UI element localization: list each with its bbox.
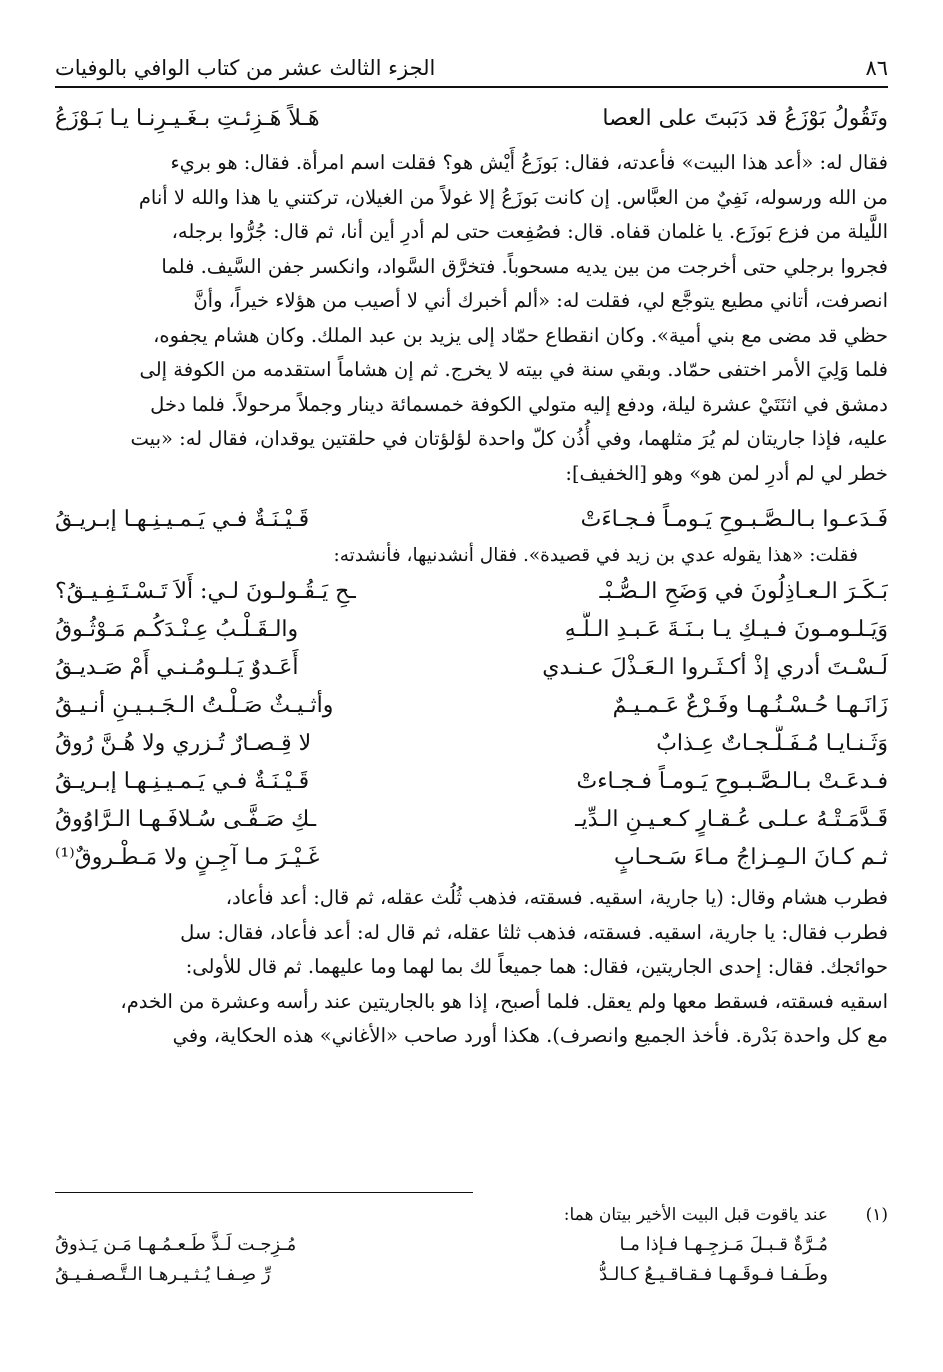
footnote-verse xyxy=(55,1230,828,1260)
poem-verse xyxy=(55,649,888,687)
verse-second-hemistich: ـحِ يَـقُـولـونَ لـي: أَلاَ تَـسْـتَـفِـيـقُ؟ xyxy=(55,579,356,604)
poem-verse xyxy=(55,839,888,877)
verse-first-hemistich: فـدعَـتْ بـالـصَّـبـوحِ يَـومـاً فـجـاءتْ xyxy=(576,769,888,794)
text-line: حظي قد مضى مع بني أمية». وكان انقطاع حمّاد إلى يزيد بن عبد الملك. وكان هشام يجفوه، xyxy=(153,323,888,347)
footnote-verse xyxy=(55,1260,828,1290)
text-line: من الله ورسوله، نَفِيٌ من العبَّاس. إن كانت بَوزَعُ إلا غولاً من الغيلان، تركتني يا هذا والله لا أنام xyxy=(138,185,888,209)
poem-verse xyxy=(55,611,888,649)
text-line: خطر لي لم أدرِ لمن هو» وهو [الخفيف]: xyxy=(565,461,888,485)
page-number: ٨٦ xyxy=(865,56,888,80)
footnote-text: عند ياقوت قبل البيت الأخير بيتان هما: xyxy=(563,1205,828,1225)
verse-second-hemistich: لا قِـصـارٌ تُـزري ولا هُـنَّ رُوقُ xyxy=(55,731,312,756)
quoted-verse xyxy=(55,501,888,539)
verse-first-hemistich: مُـرَّةٌ قـبـلَ مَـزجِـهـا فـإذا مـا xyxy=(619,1234,828,1255)
verse-second-hemistich: قَـيْـنَـةٌ فـي يَـمـيـنِـهـا إبـريـقُ xyxy=(55,769,310,794)
text-line: دمشق في اثنَتَيْ عشرة ليلة، ودفع إليه متولي الكوفة خمسمائة دينار وجملاً مرحولاً. فلما دخل xyxy=(150,392,888,416)
text-line: فجروا برجلي حتى أخرجت من بين يديه مسحوباً. فتخرَّق السَّواد، وانكسر جفن السَّيف. فلما xyxy=(161,254,888,278)
paragraph-narrative-2: فقلت: «هذا يقوله عدي بن زيد في قصيدة». فقال أنشدنيها، فأنشدته: xyxy=(333,545,858,566)
footnote-marker: (١) xyxy=(865,1205,888,1225)
verse-second-hemistich: والـقَـلْـبُ عِـنْـدَكُـم مَـوْثُـوقُ xyxy=(55,617,299,642)
footnote xyxy=(55,1200,888,1290)
text-line: فطرب هشام وقال: (يا جارية، اسقيه. فسقته، فذهب ثُلُث عقله، ثم قال: أعد فأعاد، xyxy=(225,886,888,909)
running-title: الجزء الثالث عشر من كتاب الوافي بالوفيات xyxy=(55,56,436,80)
verse-second-hemistich: غَـيْـرَ مـا آجِـنٍ ولا مَـطْـروقٌ⁽¹⁾ xyxy=(55,845,320,870)
poem-verse xyxy=(55,725,888,763)
paragraph-narrative-1 xyxy=(55,146,888,491)
poem-verse xyxy=(55,763,888,801)
text-line: اللَّيلة من فزع بَوزَع. يا غلمان قفاه. قال: فصُفِعت حتى لم أدرِ أين أنا، ثم قال: جُرُّوا برجله، xyxy=(171,220,888,243)
verse-first-hemistich: وطَـفـا فـوقَـهـا فـقـاقـيـعُ كـالـدُّ xyxy=(599,1264,828,1285)
verse-second-hemistich: وأثـيـثٌ صَـلْـتُ الـجَـبـيـنِ أنـيـقُ xyxy=(55,693,334,718)
verse-first-hemistich: بَـكَـرَ الـعـاذِلُونَ في وَضَحِ الـصُّـبْـ xyxy=(599,579,888,604)
text-line: فطرب فقال: يا جارية، اسقيه. فسقته، فذهب ثلثا عقله، ثم قال له: أعد فأعاد، فقال: سل xyxy=(180,920,888,944)
verse-first-hemistich: فَـدَعـوا بـالـصَّـبـوحِ يَـومـاً فـجـاءَتْ xyxy=(580,507,888,532)
verse-first-hemistich: وتَقُولُ بَوْزَعُ قد دَبَبتَ على العصا xyxy=(602,106,888,131)
text-line: مع كل واحدة بَدْرة. فأخذ الجميع وانصرف). هكذا أورد صاحب «الأغاني» هذه الحكاية، وفي xyxy=(172,1024,888,1047)
verse-first-hemistich: وَيَـلـومـونَ فـيـكِ يـا بـنَـةَ عَـبـدِ الـلَّـهِ xyxy=(564,617,888,642)
poem-verse xyxy=(55,687,888,725)
footnote-separator xyxy=(55,1192,473,1193)
verse-first-hemistich: لَـسْـتَ أدري إذْ أكـثَـروا الـعَـذْلَ عـنـدي xyxy=(542,655,888,680)
text-line: فلما وَلِيَ الأمر اختفى حمّاد. وبقي سنة في بيته لا يخرج. ثم إن هشاماً استقدمه من الكوفة إلى xyxy=(139,358,888,381)
verse-second-hemistich: رِّ صِـفـا يُـثـيـرهـا الـتَّـصـفـيـقُ xyxy=(55,1264,271,1285)
text-line: حوائجك. فقال: إحدى الجاريتين، فقال: هما جميعاً لك بما لهما وما عليهما. ثم قال للأولى: xyxy=(185,955,888,978)
verse-second-hemistich: قَـيْـنَـةٌ فـي يَـمـيـنِـهـا إبـريـقُ xyxy=(55,507,310,532)
poem-verse xyxy=(55,573,888,611)
verse-first-hemistich: ثـم كـانَ الـمِـزاجُ مـاءَ سَـحـابٍ xyxy=(613,845,888,870)
text-line: انصرفت، أتاني مطيع يتوجَّع لي، فقلت له: «ألم أخبرك أني لا أصيب من هؤلاء خيراً، وأنَّ xyxy=(193,289,888,312)
footnote-line xyxy=(55,1200,888,1230)
verse-first-hemistich: وَثَـنـايـا مُـفَـلَّـجـاتٌ عِـذابٌ xyxy=(656,731,888,756)
verse-first-hemistich: قَـدَّمَـتْـهُ عـلـى عُـقـارٍ كـعـيـنِ الـدِّيـ xyxy=(575,807,888,832)
verse-second-hemistich: ـكِ صَـفَّـى سُـلافَـهـا الـرَّاوُوقُ xyxy=(55,807,317,832)
poem xyxy=(55,573,888,877)
verse-second-hemistich: أَعَـدوٌ يَـلـومُـنـي أَمْ صَـديـقُ xyxy=(55,655,299,680)
page-header xyxy=(55,36,888,88)
text-line: اسقيه فسقته، فسقط معها ولم يعقل. فلما أصبح، إذا هو بالجاريتين عند رأسه وعشرة من الخدم، xyxy=(120,989,888,1013)
text-line: عليه، فإذا جاريتان لم يُرَ مثلهما، وفي أُذُن كلّ واحدة لؤلؤتان في حلقتين يوقدان، فقال له: «بيت xyxy=(130,427,888,450)
text-line: فقال له: «أعد هذا البيت» فأعدته، فقال: بَوزَعُ أَيْش هو؟ فقلت اسم امرأة. فقال: هو بريء xyxy=(170,151,888,174)
paragraph-narrative-3 xyxy=(55,881,888,1054)
page-body xyxy=(55,100,888,1054)
opening-verse xyxy=(55,100,888,138)
verse-first-hemistich: زَانَـهـا حُـسْـنُـهـا وفَـرْعٌ عَـمـيـمٌ xyxy=(612,693,888,718)
poem-verse xyxy=(55,801,888,839)
verse-second-hemistich: هَـلاً هَـزِئـتِ بـغَـيـرِنـا يـا بَـوْزَعُ xyxy=(55,106,320,131)
verse-second-hemistich: مُـزِجـت لَـذَّ طَـعـمُـهـا مَـن يَـذوقُ xyxy=(55,1234,297,1255)
